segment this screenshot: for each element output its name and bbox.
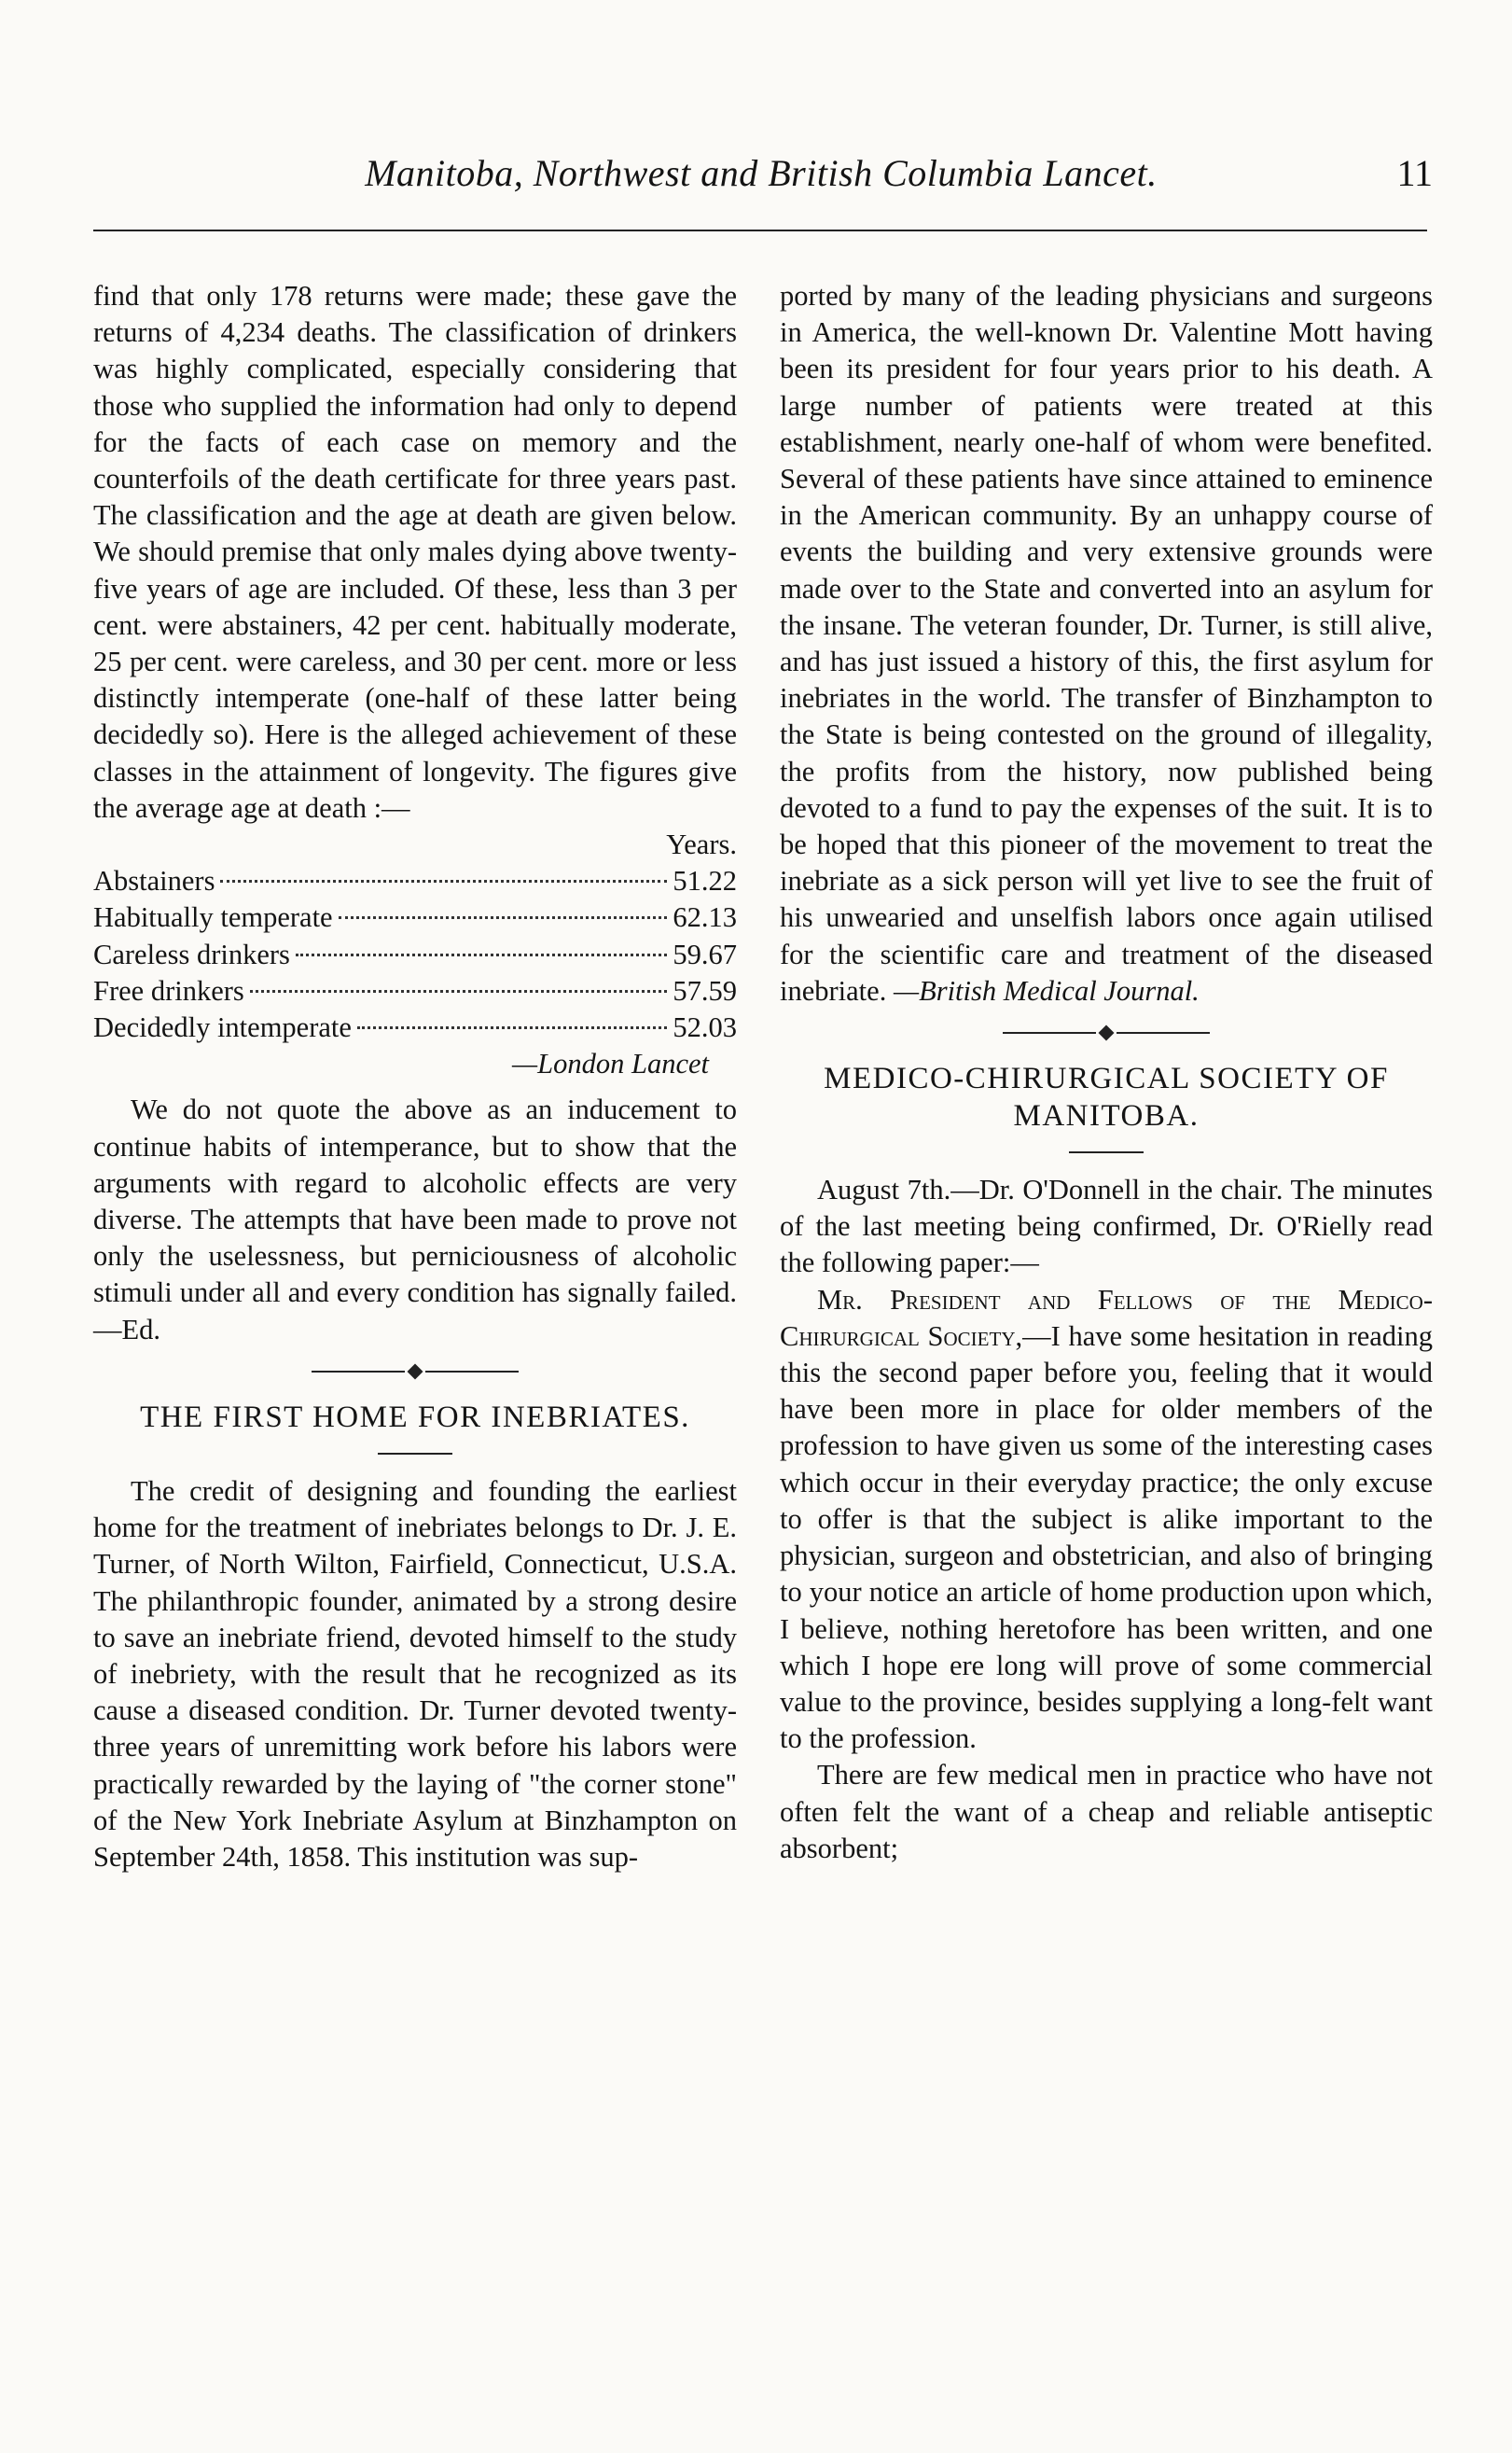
section-ornament [780, 1023, 1433, 1043]
row-value: 51.22 [673, 865, 737, 898]
row-value: 57.59 [673, 974, 737, 1007]
section-ornament [93, 1361, 737, 1382]
source-citation: —British Medical Journal. [893, 974, 1200, 1007]
row-label: Careless drinkers [93, 938, 290, 970]
table-row [93, 973, 737, 1010]
dot-leader [220, 880, 667, 883]
dot-leader [339, 916, 668, 919]
table-row [93, 1010, 737, 1046]
paragraph: There are few medical men in practice who have not often felt the want of a cheap and reliable antiseptic absorbent; [780, 1759, 1433, 1864]
table-row [93, 899, 737, 936]
paragraph: find that only 178 returns were made; these gave the returns of 4,234 deaths. The classification of drinkers was highly complicated, especially considering that those who supplied the information had only to depend for the facts of each case on memory and the counterfoils of the death certificate for three years past. The classification and the age at death are given below. We should premise that only males dying above twenty-five years of age are included. Of these, less than 3 per cent. were abstainers, 42 per cent. habitually moderate, 25 per cent. were careless, and 30 per cent. more or less distinctly intemperate (one-half of these latter being decidedly so). Here is the alleged achievement of these classes in the attainment of longevity. The figures give the average age at death :— [93, 280, 737, 824]
paragraph-text: —I have some hesitation in reading this the second paper before you, feeling that it would have been more in place for older members of the profession to have given us some of the interesting cases which occur in their everyday practice; the only excuse to offer is that the subject is alike important to the physician, surgeon and obstetrician, and also of bringing to your notice an article of home production upon which, I believe, nothing heretofore has been written, and one which I hope ere long will prove of some commercial value to the province, besides supplying a long-felt want to the profession. [780, 1319, 1433, 1755]
section-heading: THE FIRST HOME FOR INEBRIATES. [140, 1400, 690, 1434]
dot-leader [250, 990, 668, 993]
source-citation: —London Lancet [512, 1048, 709, 1080]
right-column [780, 278, 1433, 1867]
dot-leader [357, 1026, 667, 1029]
years-label: Years. [666, 829, 737, 861]
paragraph: August 7th.—Dr. O'Donnell in the chair. The minutes of the last meeting being confirmed, Dr. O'Rielly read the following paper:— [780, 1174, 1433, 1279]
page-header [90, 151, 1433, 207]
running-title: Manitoba, Northwest and British Columbia Lancet. [365, 152, 1158, 194]
row-label: Abstainers [93, 865, 215, 898]
paragraph [780, 1282, 1433, 1758]
heading-rule [378, 1453, 452, 1455]
row-value: 59.67 [673, 938, 737, 970]
row-label: Free drinkers [93, 974, 244, 1007]
row-label: Habitually temperate [93, 901, 333, 934]
row-value: 52.03 [673, 1011, 737, 1044]
section-heading: MEDICO-CHIRURGICAL SOCIETY OF MANITOBA. [824, 1062, 1389, 1134]
row-value: 62.13 [673, 901, 737, 934]
table-row [93, 937, 737, 973]
left-column [93, 278, 737, 1875]
paragraph: We do not quote the above as an inducement to continue habits of intemperance, but to show that the arguments with regard to alcoholic effects are very diverse. The attempts that have been made to prove not only the uselessness, but perniciousness of alcoholic stimuli under all and every condition has signally failed.—Ed. [93, 1094, 737, 1345]
paragraph [780, 278, 1433, 1010]
paragraph-text: ported by many of the leading physicians and surgeons in America, the well-known Dr. Valentine Mott having been its president for four years prior to his death. A large number of patients were treated at this establishment, nearly one-half of whom were benefited. Several of these patients have since attained to eminence in the American community. By an unhappy course of events the building and very extensive grounds were made over to the State and converted into an asylum for the insane. The veteran founder, Dr. Turner, is still alive, and has just issued a history of this, the first asylum for inebriates in the world. The transfer of Binzhampton to the State is being contested on the ground of illegality, the profits from the history, now published being devoted to a fund to pay the expenses of the suit. It is to be hoped that this pioneer of the movement to treat the inebriate as a sick person will yet live to see the fruit of his unwearied and unselfish labors once again utilised for the scientific care and treatment of the diseased inebriate. [780, 280, 1433, 1007]
row-label: Decidedly intemperate [93, 1011, 352, 1044]
table-row [93, 863, 737, 899]
page-number: 11 [1396, 152, 1433, 194]
heading-rule [1069, 1151, 1144, 1153]
address-salutation: Mr. President and Fellows of the Medico-Chirurgical Society, [780, 1283, 1433, 1352]
dot-leader [296, 954, 667, 956]
header-rule [93, 230, 1427, 231]
paragraph: The credit of designing and founding the earliest home for the treatment of inebriates belongs to Dr. J. E. Turner, of North Wilton, Fairfield, Connecticut, U.S.A. The philanthropic founder, animated by a strong desire to save an inebriate friend, devoted himself to the study of inebriety, with the result that he recognized as its cause a diseased condition. Dr. Turner devoted twenty-three years of unremitting work before his labors were practically rewarded by the laying of "the corner stone" of the New York Inebriate Asylum at Binzhampton on September 24th, 1858. This institution was sup- [93, 1474, 737, 1873]
longevity-table [93, 863, 737, 1046]
